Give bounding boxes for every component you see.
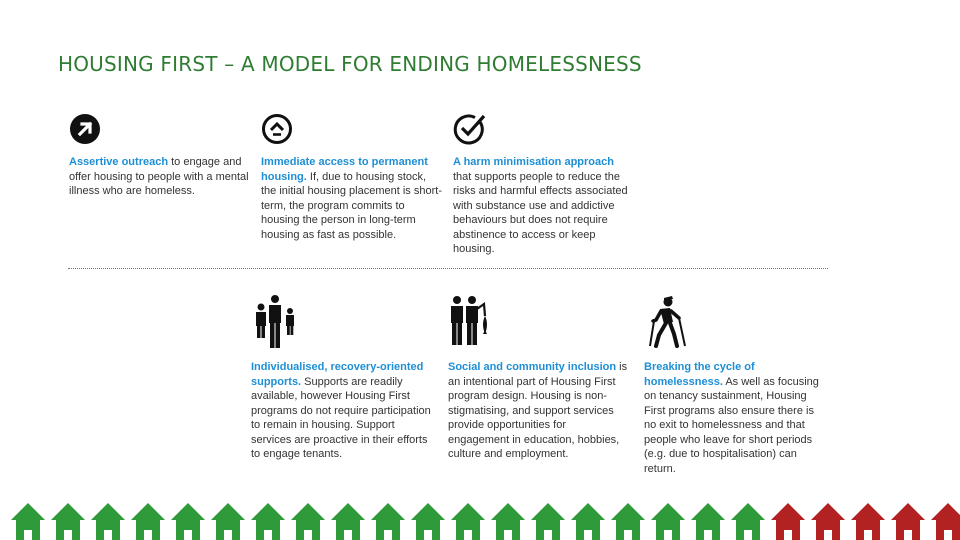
principle-harm-minimisation <box>453 113 633 257</box>
principle-immediate-access <box>261 113 443 242</box>
house-icon <box>611 503 645 540</box>
section-divider <box>68 268 828 269</box>
checkmark-circle-icon <box>453 113 487 145</box>
arrow-outreach-icon <box>69 113 101 145</box>
principle-highlight: Social and community inclusion <box>448 361 617 373</box>
slide-title: HOUSING FIRST – A MODEL FOR ENDING HOMELESSNESS <box>58 52 642 76</box>
principle-highlight: A harm minimisation approach <box>453 156 614 168</box>
house-icon <box>171 503 205 540</box>
house-icon <box>331 503 365 540</box>
principle-body: Supports are readily available, however Housing First programs do not require participation to remain in housing. Support services are proactive in their efforts to engage tenants. <box>251 375 431 460</box>
hiker-icon <box>644 294 692 350</box>
house-icon <box>211 503 245 540</box>
principle-body: to engage and offer housing to people with a mental illness who are homeless. <box>69 156 249 197</box>
house-icon <box>411 503 445 540</box>
house-icon <box>11 503 45 540</box>
principle-body: is an intentional part of Housing First program design. Housing is non-stigmatising, and support services provide opportunities for engagement in education, hobbies, culture and employment. <box>448 361 628 460</box>
people-group-icon <box>251 294 301 350</box>
house-icon <box>451 503 485 540</box>
house-icon <box>531 503 565 540</box>
house-icon <box>291 503 325 540</box>
principle-individualised-supports <box>251 294 437 462</box>
house-icon <box>371 503 405 540</box>
principle-highlight: Assertive outreach <box>69 156 169 168</box>
house-row-decoration <box>0 500 960 540</box>
house-icon <box>651 503 685 540</box>
people-fishing-icon <box>448 294 494 350</box>
house-icon <box>891 503 925 540</box>
house-icon <box>91 503 125 540</box>
principle-highlight: Immediate access to permanent housing. <box>261 156 428 183</box>
house-icon <box>51 503 85 540</box>
house-icon <box>131 503 165 540</box>
house-icon <box>691 503 725 540</box>
principle-body: that supports people to reduce the risks and harmful effects associated with substance use and addictive behaviours but does not require abstinence to access or keep housing. <box>453 170 628 255</box>
house-icon <box>491 503 525 540</box>
up-chevron-circle-icon <box>261 113 293 145</box>
principle-breaking-cycle <box>644 294 828 476</box>
principle-body: If, due to housing stock, the initial housing placement is short-term, the program commits to housing the person in long-term housing as fast as possible. <box>261 170 442 241</box>
house-icon <box>251 503 285 540</box>
house-icon <box>771 503 805 540</box>
house-icon <box>811 503 845 540</box>
house-icon <box>571 503 605 540</box>
principle-body: As well as focusing on tenancy sustainment, Housing First programs also ensure there is no exit to homelessness and that people who leave for short periods (e.g. due to hospitalisation) can return. <box>644 375 819 475</box>
house-icon <box>731 503 765 540</box>
principle-highlight: Individualised, recovery-oriented supports. <box>251 361 424 388</box>
house-icon <box>931 503 960 540</box>
house-icon <box>851 503 885 540</box>
principle-outreach <box>69 113 249 199</box>
principle-highlight: Breaking the cycle of homelessness. <box>644 361 755 388</box>
principle-social-inclusion <box>448 294 628 462</box>
